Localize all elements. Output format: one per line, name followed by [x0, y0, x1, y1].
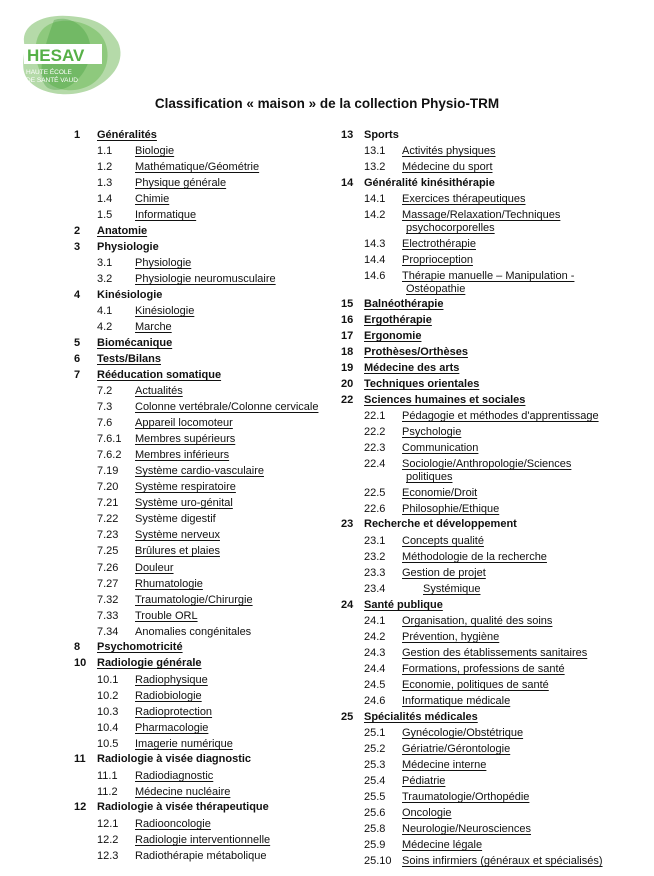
category-link[interactable]: Trouble ORL: [135, 610, 198, 622]
category-link[interactable]: Neurologie/Neurosciences: [402, 823, 532, 835]
category-number: 14.6: [364, 270, 386, 282]
category-number: 7.33: [97, 610, 119, 622]
category-number: 7.6.2: [97, 449, 122, 461]
category-number: 7.3: [97, 401, 113, 413]
category-link[interactable]: Méthodologie de la recherche: [402, 551, 547, 563]
category-link[interactable]: Economie/Droit: [402, 487, 478, 499]
category-link[interactable]: Prothèses/Orthèses: [364, 346, 468, 358]
category-number: 24.5: [364, 679, 386, 691]
category-link[interactable]: Imagerie numérique: [135, 738, 233, 750]
category-link[interactable]: Biomécanique: [97, 337, 173, 349]
category-number: 14.4: [364, 254, 386, 266]
category-link[interactable]: Gestion de projet: [402, 567, 486, 579]
category-link[interactable]: Pédagogie et méthodes d'apprentissage: [402, 410, 599, 422]
category-link[interactable]: Spécialités médicales: [364, 711, 478, 723]
category-link[interactable]: Communication: [402, 442, 479, 454]
category-link[interactable]: Sociologie/Anthropologie/Sciences: [402, 458, 572, 470]
category-label: Radiologie à visée thérapeutique: [97, 801, 269, 813]
category-number: 12.3: [97, 850, 119, 862]
category-number: 23.1: [364, 535, 386, 547]
category-number: 12.2: [97, 834, 119, 846]
category-number: 4.1: [97, 305, 113, 317]
category-link[interactable]: Physiologie neuromusculaire: [135, 273, 276, 285]
category-link[interactable]: Actualités: [135, 385, 183, 397]
category-link[interactable]: Mathématique/Géométrie: [135, 161, 260, 173]
category-number: 13.2: [364, 161, 386, 173]
page-title: Classification « maison » de la collection Physio-TRM: [154, 96, 500, 111]
category-link[interactable]: Radiodiagnostic: [135, 770, 214, 782]
category-link[interactable]: Proprioception: [402, 254, 473, 266]
category-link[interactable]: Rééducation somatique: [97, 369, 222, 381]
category-number: 24.2: [364, 631, 386, 643]
category-number: 22.5: [364, 487, 386, 499]
category-link[interactable]: Psychologie: [402, 426, 462, 438]
category-link[interactable]: Sciences humaines et sociales: [364, 394, 526, 406]
category-number: 25.5: [364, 791, 386, 803]
category-number: 24.6: [364, 695, 386, 707]
category-number: 10.3: [97, 706, 119, 718]
logo-graphic: [14, 12, 126, 98]
category-label: Sports: [364, 129, 399, 141]
category-link[interactable]: Médecine légale: [402, 839, 483, 851]
category-number: 3: [74, 241, 81, 253]
category-number: 1.3: [97, 177, 113, 189]
category-number: 1.2: [97, 161, 113, 173]
category-number: 25.2: [364, 743, 386, 755]
category-number: 18: [341, 346, 354, 358]
category-link[interactable]: Ergonomie: [364, 330, 422, 342]
category-number: 24: [341, 599, 354, 611]
category-number: 7.25: [97, 545, 119, 557]
category-number: 1.1: [97, 145, 113, 157]
category-number: 23.4: [364, 583, 386, 595]
category-number: 10.5: [97, 738, 119, 750]
category-number: 23: [341, 518, 354, 530]
category-link[interactable]: Brûlures et plaies: [135, 545, 220, 557]
category-number: 25.6: [364, 807, 386, 819]
category-number: 25.3: [364, 759, 386, 771]
category-number: 22.6: [364, 503, 386, 515]
category-link[interactable]: Système respiratoire: [135, 481, 236, 493]
category-link[interactable]: Gynécologie/Obstétrique: [402, 727, 524, 739]
category-number: 3.1: [97, 257, 113, 269]
category-label: Généralité kinésithérapie: [364, 177, 495, 189]
category-link[interactable]: Colonne vertébrale/Colonne cervicale: [135, 401, 319, 413]
category-link[interactable]: Membres supérieurs: [135, 433, 236, 445]
category-number: 11.1: [97, 770, 118, 782]
category-link[interactable]: Prévention, hygiène: [402, 631, 500, 643]
category-number: 5: [74, 337, 81, 349]
category-link[interactable]: Psychomotricité: [97, 641, 183, 653]
category-link[interactable]: Système uro-génital: [135, 497, 233, 509]
category-link[interactable]: Biologie: [135, 145, 175, 157]
category-number: 19: [341, 362, 354, 374]
category-link[interactable]: Philosophie/Ethique: [402, 503, 500, 515]
category-link[interactable]: Médecine des arts: [364, 362, 460, 374]
category-number: 13.1: [364, 145, 386, 157]
category-link[interactable]: Santé publique: [364, 599, 443, 611]
category-link[interactable]: Techniques orientales: [364, 378, 480, 390]
category-number: 23.3: [364, 567, 386, 579]
category-link-continuation[interactable]: politiques: [406, 471, 453, 483]
category-link[interactable]: Radiophysique: [135, 674, 208, 686]
category-link[interactable]: Economie, politiques de santé: [402, 679, 549, 691]
category-number: 7.19: [97, 465, 119, 477]
logo-subtitle-2: DE SANTÉ VAUD: [26, 77, 78, 84]
category-link[interactable]: Gériatrie/Gérontologie: [402, 743, 511, 755]
category-link[interactable]: Système nerveux: [135, 529, 220, 541]
category-link[interactable]: Douleur: [135, 562, 174, 574]
category-number: 11: [74, 753, 86, 765]
category-number: 10.2: [97, 690, 119, 702]
category-number: 25.8: [364, 823, 386, 835]
category-number: 22.3: [364, 442, 386, 454]
category-number: 7.2: [97, 385, 113, 397]
logo-wordmark: HESAV: [27, 46, 85, 65]
category-link[interactable]: Formations, professions de santé: [402, 663, 565, 675]
category-link[interactable]: Radiologie interventionnelle: [135, 834, 271, 846]
category-link[interactable]: Pédiatrie: [402, 775, 446, 787]
category-number: 3.2: [97, 273, 113, 285]
category-number: 24.1: [364, 615, 386, 627]
category-number: 14.1: [364, 193, 386, 205]
category-number: 15: [341, 298, 354, 310]
category-number: 11.2: [97, 786, 118, 798]
category-number: 25: [341, 711, 354, 723]
category-link[interactable]: Physiologie: [135, 257, 192, 269]
category-link[interactable]: Membres inférieurs: [135, 449, 230, 461]
category-number: 1.4: [97, 193, 113, 205]
category-link[interactable]: Traumatologie/Chirurgie: [135, 594, 253, 606]
category-number: 4.2: [97, 321, 113, 333]
logo-subtitle-1: HAUTE ÉCOLE: [26, 69, 72, 76]
category-number: 1: [74, 129, 81, 141]
category-number: 12: [74, 801, 87, 813]
category-link[interactable]: Médecine nucléaire: [135, 786, 231, 798]
category-number: 22.2: [364, 426, 386, 438]
category-number: 25.9: [364, 839, 386, 851]
category-link[interactable]: Physique générale: [135, 177, 227, 189]
category-number: 13: [341, 129, 354, 141]
category-number: 6: [74, 353, 81, 365]
category-number: 7.26: [97, 562, 119, 574]
category-link[interactable]: Electrothérapie: [402, 238, 476, 250]
category-number: 10: [74, 657, 87, 669]
category-number: 14.3: [364, 238, 386, 250]
category-link[interactable]: Thérapie manuelle – Manipulation -: [402, 270, 575, 282]
category-number: 7.27: [97, 578, 119, 590]
category-link[interactable]: Massage/Relaxation/Techniques: [402, 209, 561, 221]
category-link-continuation[interactable]: Ostéopathie: [406, 283, 466, 295]
category-link[interactable]: Exercices thérapeutiques: [402, 193, 526, 205]
category-link[interactable]: Médecine du sport: [402, 161, 493, 173]
category-number: 22.4: [364, 458, 386, 470]
category-number: 24.3: [364, 647, 386, 659]
category-number: 25.10: [364, 855, 392, 867]
category-number: 25.4: [364, 775, 386, 787]
category-link[interactable]: Médecine interne: [402, 759, 487, 771]
category-link[interactable]: Chimie: [135, 193, 170, 205]
category-link[interactable]: Système cardio-vasculaire: [135, 465, 264, 477]
category-link[interactable]: Traumatologie/Orthopédie: [402, 791, 530, 803]
category-number: 7.20: [97, 481, 119, 493]
category-number: 7: [74, 369, 81, 381]
category-number: 7.22: [97, 513, 119, 525]
category-number: 25.1: [364, 727, 386, 739]
category-number: 7.23: [97, 529, 119, 541]
category-link[interactable]: Balnéothérapie: [364, 298, 444, 310]
hesav-logo: [14, 12, 126, 98]
category-number: 2: [74, 225, 81, 237]
category-number: 17: [341, 330, 354, 342]
category-link-continuation[interactable]: psychocorporelles: [406, 222, 495, 234]
category-number: 22.1: [364, 410, 386, 422]
category-link[interactable]: Rhumatologie: [135, 578, 203, 590]
category-label: Physiologie: [97, 241, 159, 253]
category-number: 20: [341, 378, 354, 390]
category-number: 24.4: [364, 663, 386, 675]
category-number: 14.2: [364, 209, 386, 221]
category-link[interactable]: Radiooncologie: [135, 818, 211, 830]
category-number: 1.5: [97, 209, 113, 221]
category-label: Radiothérapie métabolique: [135, 850, 267, 862]
category-number: 7.34: [97, 626, 119, 638]
category-link[interactable]: Pharmacologie: [135, 722, 209, 734]
category-link[interactable]: Systémique: [423, 583, 481, 595]
category-link[interactable]: Organisation, qualité des soins: [402, 615, 553, 627]
category-label: Radiologie à visée diagnostic: [97, 753, 252, 765]
category-link[interactable]: Radioprotection: [135, 706, 213, 718]
category-link[interactable]: Informatique: [135, 209, 197, 221]
category-link[interactable]: Kinésiologie: [135, 305, 195, 317]
category-number: 16: [341, 314, 354, 326]
category-number: 4: [74, 289, 81, 301]
category-link[interactable]: Concepts qualité: [402, 535, 484, 547]
category-number: 10.4: [97, 722, 119, 734]
category-number: 10.1: [97, 674, 119, 686]
category-number: 22: [341, 394, 354, 406]
category-link[interactable]: Radiobiologie: [135, 690, 202, 702]
category-number: 23.2: [364, 551, 386, 563]
category-number: 7.6.1: [97, 433, 122, 445]
category-link[interactable]: Marche: [135, 321, 172, 333]
category-link[interactable]: Gestion des établissements sanitaires: [402, 647, 588, 659]
category-number: 14: [341, 177, 354, 189]
category-number: 7.32: [97, 594, 119, 606]
category-link[interactable]: Activités physiques: [402, 145, 496, 157]
category-link[interactable]: Radiologie générale: [97, 657, 202, 669]
category-label: Recherche et développement: [364, 518, 517, 530]
category-number: 8: [74, 641, 81, 653]
category-link[interactable]: Tests/Bilans: [97, 353, 161, 365]
category-link[interactable]: Oncologie: [402, 807, 452, 819]
category-label: Kinésiologie: [97, 289, 163, 301]
category-link[interactable]: Généralités: [97, 129, 157, 141]
category-label: Anomalies congénitales: [135, 626, 252, 638]
category-number: 7.6: [97, 417, 113, 429]
category-link[interactable]: Soins infirmiers (généraux et spécialisés): [402, 855, 603, 867]
category-link[interactable]: Ergothérapie: [364, 314, 432, 326]
category-number: 12.1: [97, 818, 119, 830]
category-link[interactable]: Appareil locomoteur: [135, 417, 233, 429]
category-link[interactable]: Informatique médicale: [402, 695, 511, 707]
category-number: 7.21: [97, 497, 119, 509]
category-link[interactable]: Anatomie: [97, 225, 148, 237]
category-label: Système digestif: [135, 513, 216, 525]
